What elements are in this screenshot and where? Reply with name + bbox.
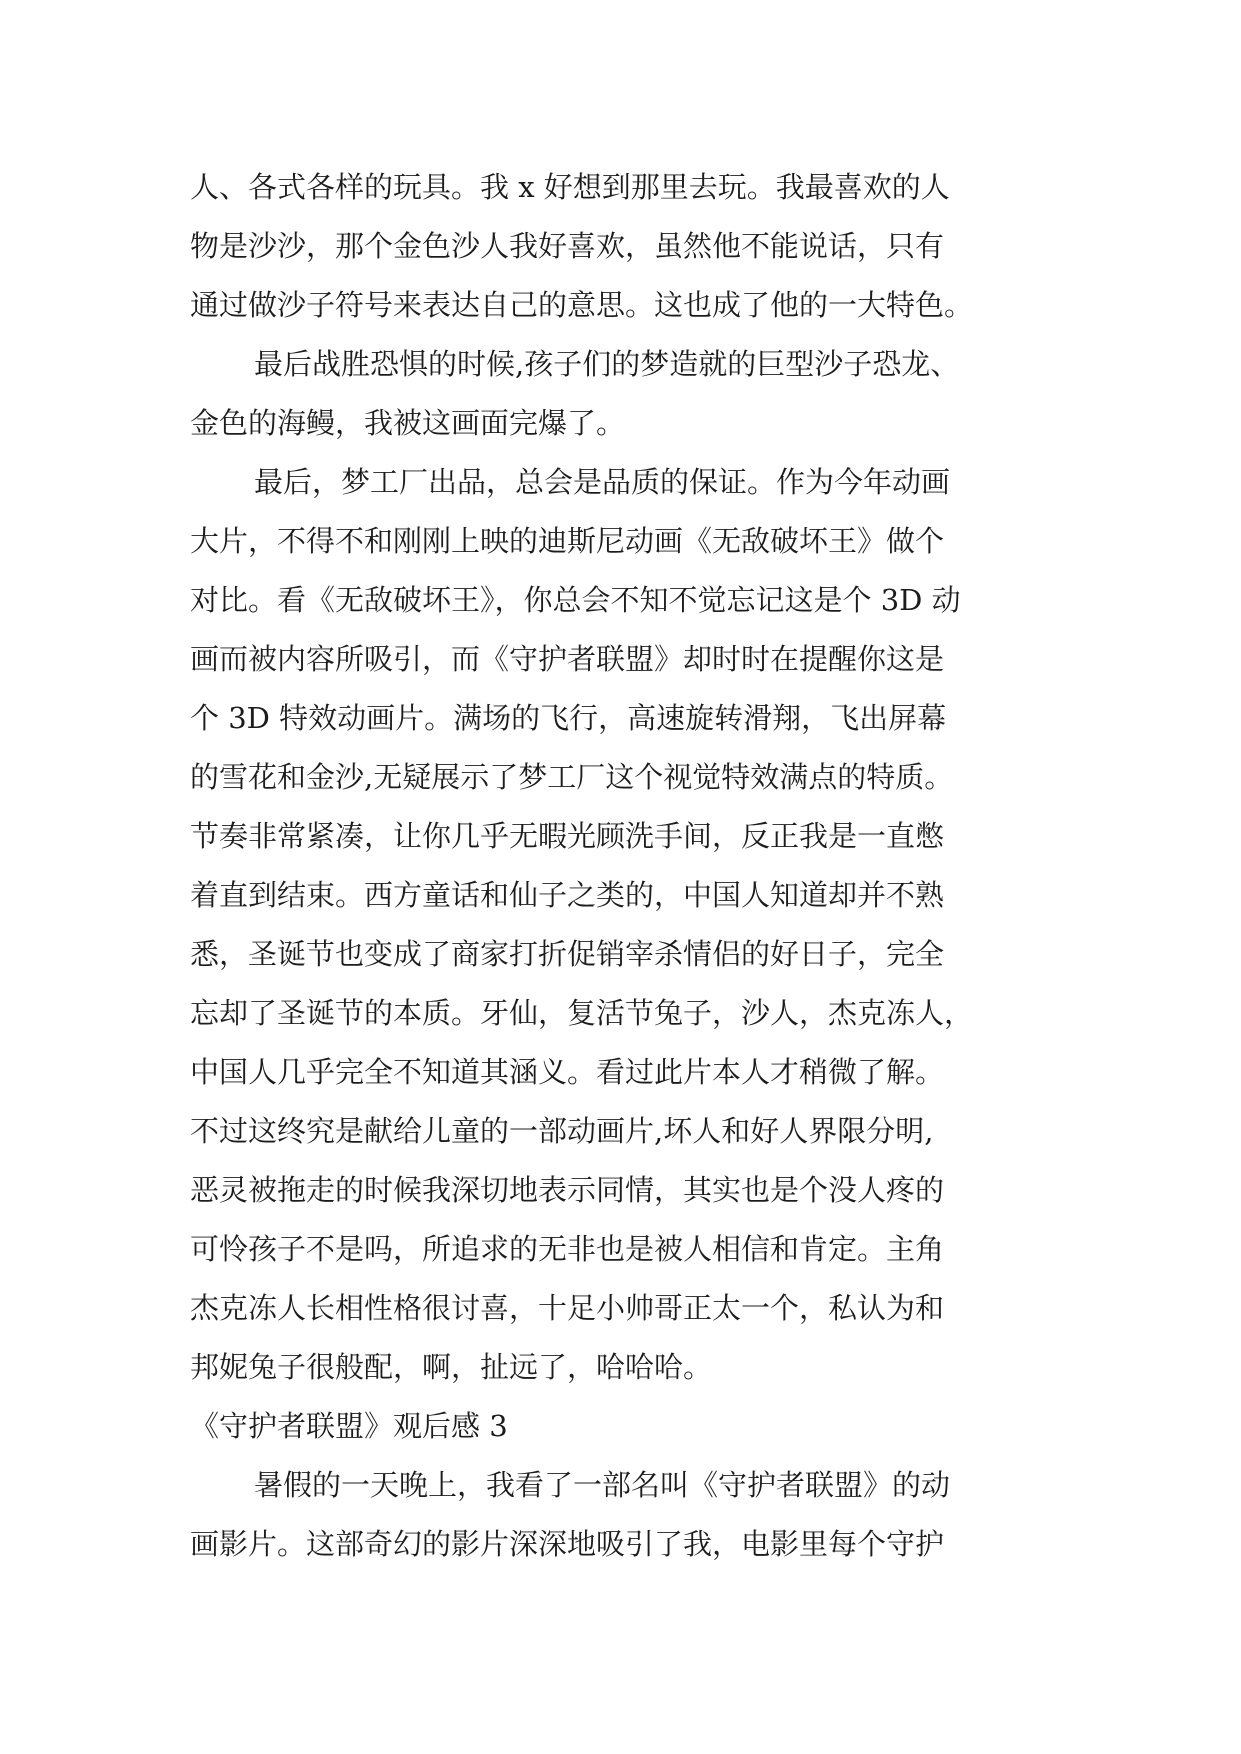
text-line: 节奏非常紧凑，让你几乎无暇光顾洗手间，反正我是一直憋 [190, 819, 945, 853]
text-line: 恶灵被拖走的时候我深切地表示同情，其实也是个没人疼的 [190, 1173, 945, 1207]
text-line: 中国人几乎完全不知道其涵义。看过此片本人才稍微了解。 [190, 1055, 945, 1089]
text-line: 不过这终究是献给儿童的一部动画片,坏人和好人界限分明, [190, 1114, 934, 1148]
text-line: 暑假的一天晚上，我看了一部名叫《守护者联盟》的动 [254, 1468, 951, 1502]
text-line: 画影片。这部奇幻的影片深深地吸引了我，电影里每个守护 [190, 1527, 945, 1561]
text-line: 最后，梦工厂出品，总会是品质的保证。作为今年动画 [254, 465, 951, 499]
text-line: 画而被内容所吸引，而《守护者联盟》却时时在提醒你这是 [190, 642, 945, 676]
section-heading: 《守护者联盟》观后感 3 [190, 1409, 508, 1443]
text-line: 忘却了圣诞节的本质。牙仙，复活节兔子，沙人，杰克冻人， [190, 996, 974, 1030]
text-line: 的雪花和金沙,无疑展示了梦工厂这个视觉特效满点的特质。 [190, 760, 954, 794]
text-line: 邦妮兔子很般配，啊，扯远了，哈哈哈。 [190, 1350, 713, 1384]
text-line: 着直到结束。西方童话和仙子之类的，中国人知道却并不熟 [190, 878, 945, 912]
text-line: 杰克冻人长相性格很讨喜，十足小帅哥正太一个，私认为和 [190, 1291, 945, 1325]
text-line: 通过做沙子符号来表达自己的意思。这也成了他的一大特色。 [190, 288, 974, 322]
text-line: 大片，不得不和刚刚上映的迪斯尼动画《无敌破坏王》做个 [190, 524, 945, 558]
text-line: 悉，圣诞节也变成了商家打折促销宰杀情侣的好日子，完全 [190, 937, 945, 971]
text-line: 最后战胜恐惧的时候,孩子们的梦造就的巨型沙子恐龙、 [254, 347, 960, 381]
text-line: 人、各式各样的玩具。我 x 好想到那里去玩。我最喜欢的人 [190, 170, 950, 204]
document-body [190, 158, 1090, 1574]
text-line: 个 3D 特效动画片。满场的飞行，高速旋转滑翔，飞出屏幕 [190, 701, 947, 735]
text-line: 对比。看《无敌破坏王》，你总会不知不觉忘记这是个 3D 动 [190, 583, 961, 617]
text-line: 物是沙沙，那个金色沙人我好喜欢，虽然他不能说话，只有 [190, 229, 945, 263]
text-line: 可怜孩子不是吗，所追求的无非也是被人相信和肯定。主角 [190, 1232, 945, 1266]
text-line: 金色的海鳗，我被这画面完爆了。 [190, 406, 626, 440]
